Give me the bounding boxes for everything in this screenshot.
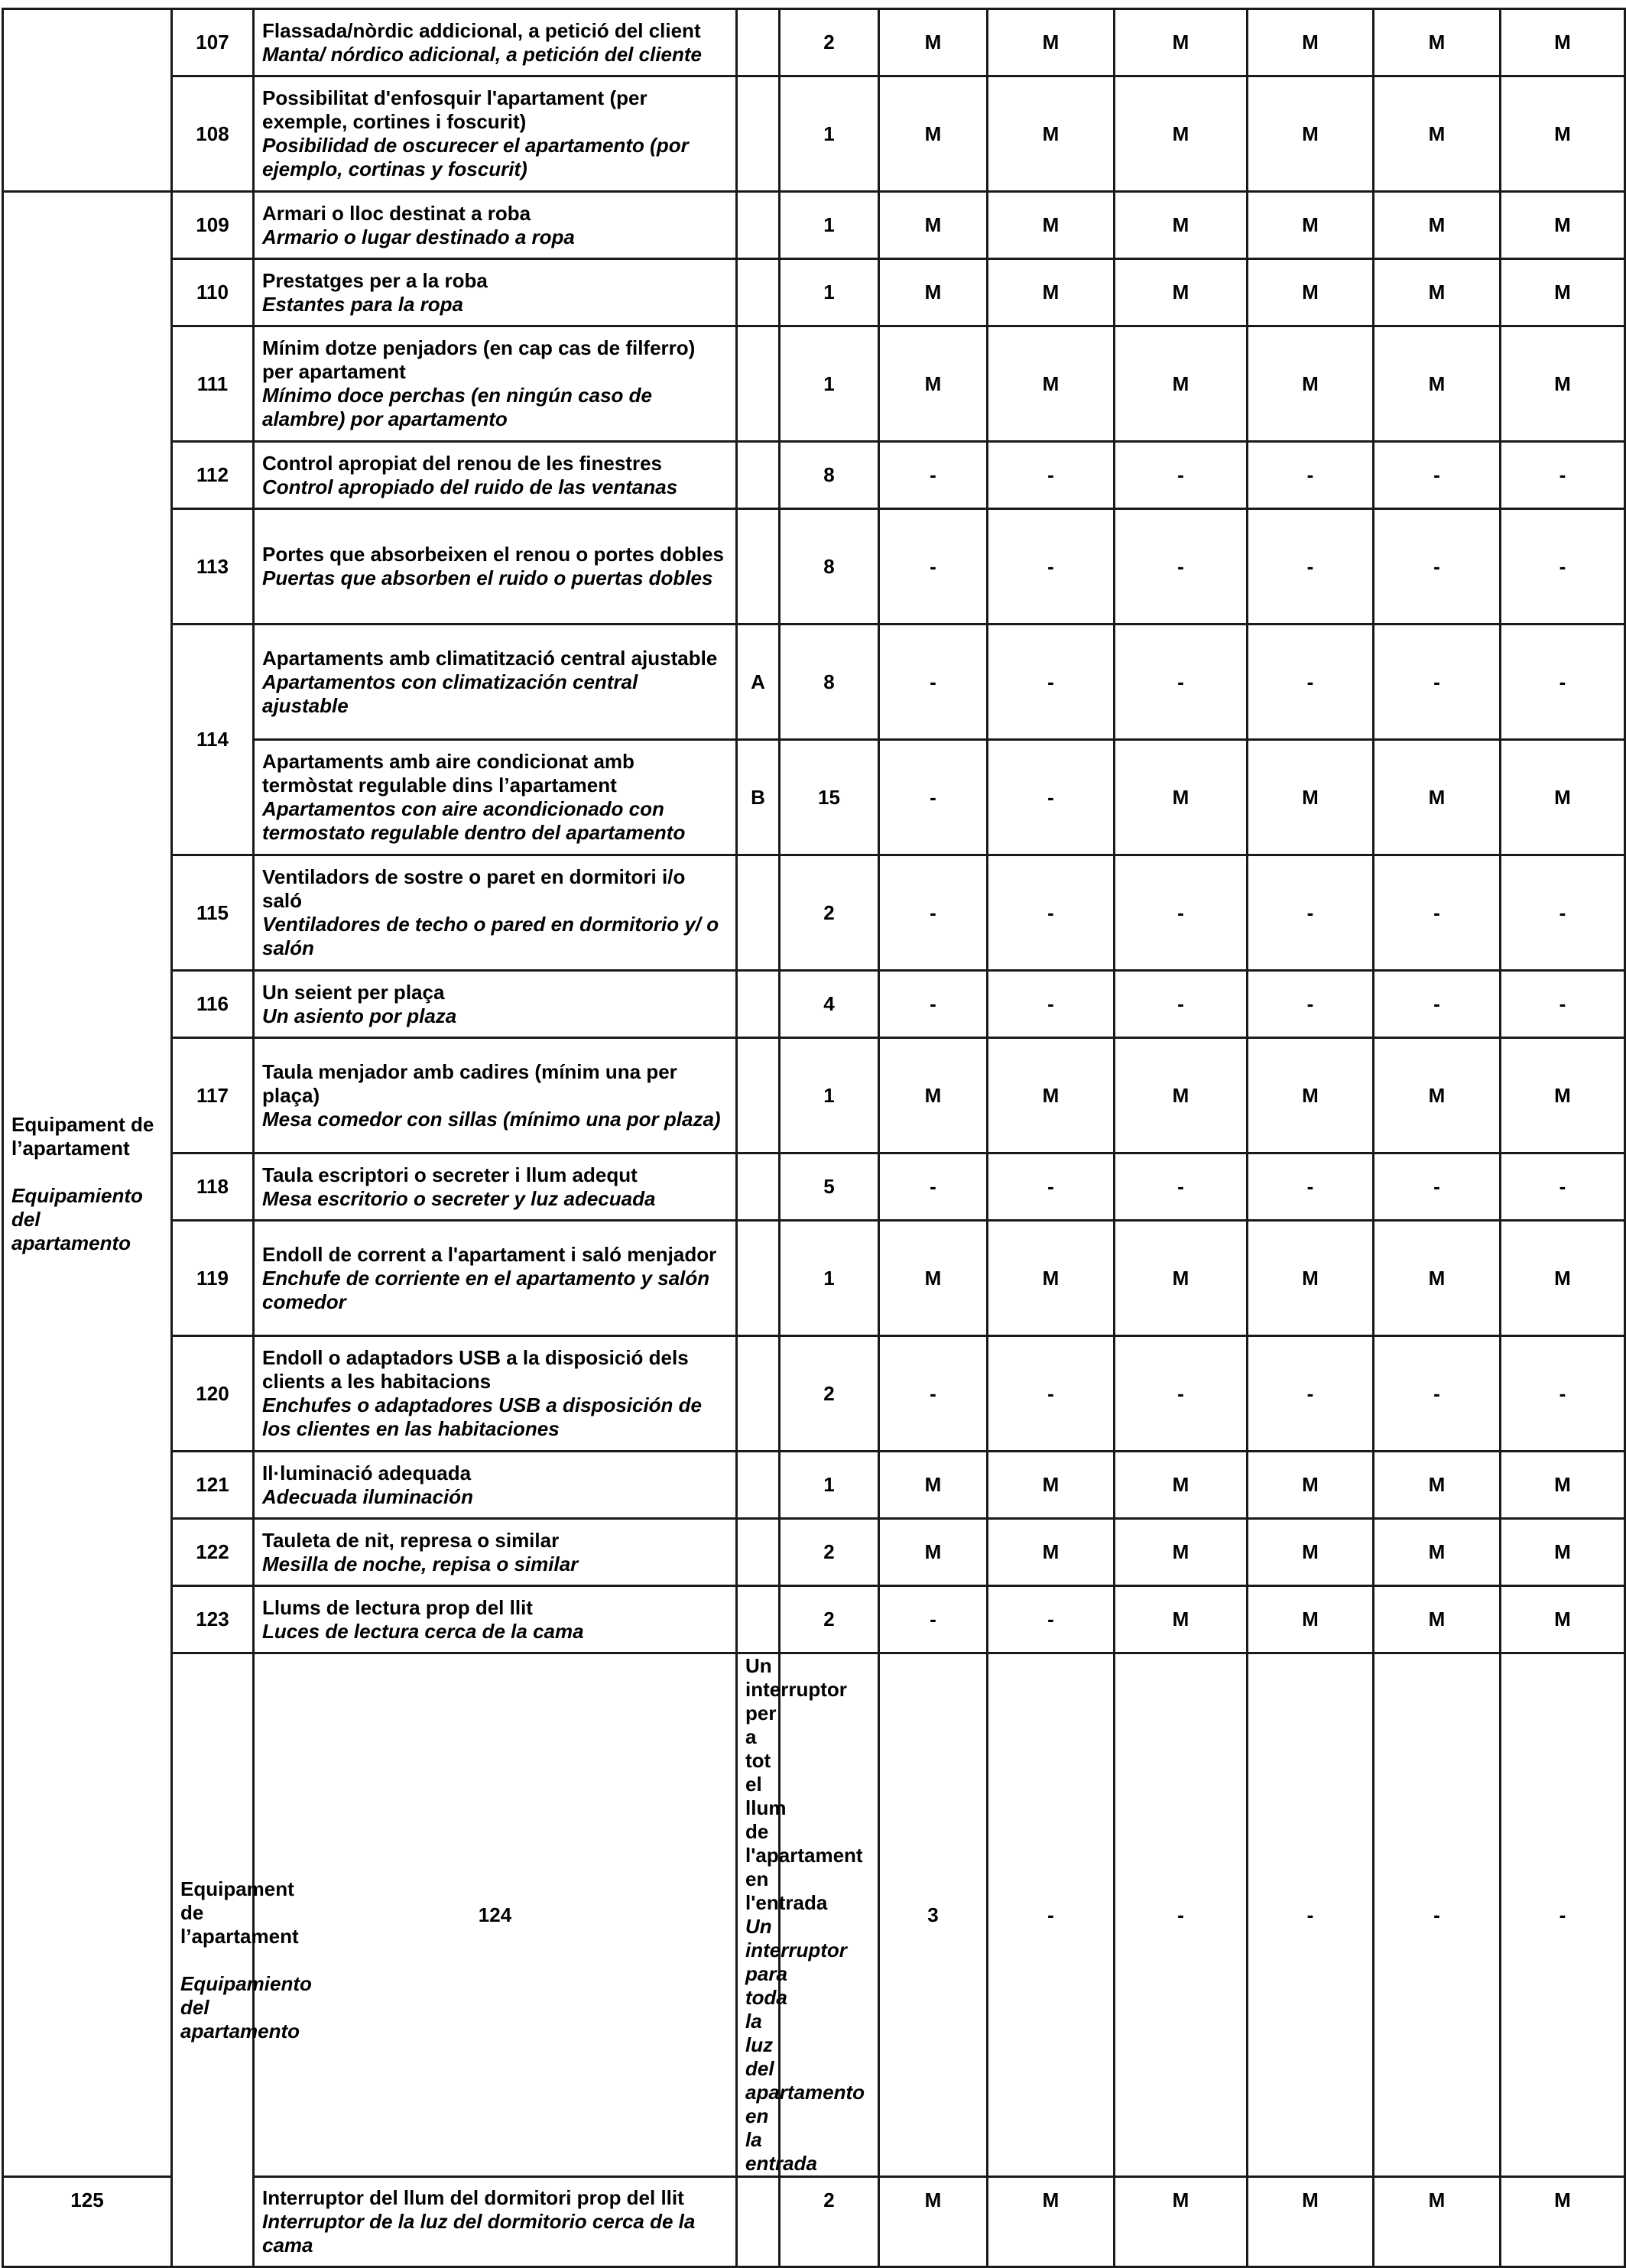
row-value: -	[879, 625, 988, 740]
row-value: M	[988, 76, 1115, 192]
row-value: M	[1115, 259, 1248, 326]
row-value: M	[1248, 326, 1374, 442]
row-description: Armari o lloc destinat a roba Armario o lugar destinado a ropa	[254, 192, 737, 259]
row-description: Un seient per plaça Un asiento por plaza	[254, 971, 737, 1038]
row-option	[737, 9, 780, 76]
table-row	[3, 1519, 1625, 1586]
row-value: M	[1501, 1586, 1625, 1653]
row-value: -	[879, 971, 988, 1038]
row-option: A	[737, 625, 780, 740]
row-value: M	[1115, 1221, 1248, 1336]
row-value: -	[988, 1336, 1115, 1452]
row-value: -	[1501, 1336, 1625, 1452]
row-value: -	[879, 509, 988, 625]
row-points: 2	[780, 1586, 879, 1653]
row-value: -	[1501, 625, 1625, 740]
row-value: M	[1501, 9, 1625, 76]
row-value: M	[1248, 192, 1374, 259]
row-points: 2	[780, 2177, 879, 2267]
row-description: Taula escriptori o secreter i llum adequt Mesa escritorio o secreter y luz adecuada	[254, 1153, 737, 1221]
row-value: -	[879, 1336, 988, 1452]
row-points: 2	[780, 1519, 879, 1586]
row-value: M	[988, 259, 1115, 326]
row-value: M	[1501, 76, 1625, 192]
row-option	[737, 971, 780, 1038]
row-number: 109	[172, 192, 254, 259]
row-points: 2	[780, 855, 879, 971]
row-value: -	[1374, 971, 1501, 1038]
row-description: Portes que absorbeixen el renou o portes dobles Puertas que absorben el ruido o puertas dobles	[254, 509, 737, 625]
row-value: -	[988, 740, 1115, 855]
row-description: Flassada/nòrdic addicional, a petició del client Manta/ nórdico adicional, a petición del cliente	[254, 9, 737, 76]
category-cell: Equipament de l’apartament Equipamiento del apartamento	[172, 1653, 254, 2267]
row-points: 1	[780, 1038, 879, 1153]
row-value: -	[1374, 625, 1501, 740]
table-row	[3, 326, 1625, 442]
table-row	[3, 509, 1625, 625]
row-option	[737, 76, 780, 192]
row-value: M	[1374, 1221, 1501, 1336]
row-value: -	[1248, 855, 1374, 971]
row-value: -	[988, 1653, 1115, 2177]
row-points: 2	[780, 1336, 879, 1452]
row-value: -	[988, 509, 1115, 625]
row-value: -	[1248, 1153, 1374, 1221]
row-value: M	[988, 1519, 1115, 1586]
row-value: M	[1501, 1221, 1625, 1336]
row-value: -	[988, 625, 1115, 740]
row-value: -	[1374, 509, 1501, 625]
row-value: M	[1501, 740, 1625, 855]
row-value: -	[1115, 971, 1248, 1038]
row-value: -	[1115, 855, 1248, 971]
row-value: M	[1374, 9, 1501, 76]
row-number: 116	[172, 971, 254, 1038]
row-points: 3	[879, 1653, 988, 2177]
row-value: M	[1115, 1519, 1248, 1586]
table-row	[3, 442, 1625, 509]
row-value: -	[1501, 971, 1625, 1038]
row-value: -	[879, 855, 988, 971]
row-option	[737, 326, 780, 442]
row-value: -	[1248, 1653, 1374, 2177]
row-description: Interruptor del llum del dormitori prop del llit Interruptor de la luz del dormitorio cerca de la cama	[254, 2177, 737, 2267]
row-value: M	[1374, 740, 1501, 855]
row-value: -	[1115, 1653, 1248, 2177]
row-value: M	[1374, 326, 1501, 442]
row-value: -	[1248, 442, 1374, 509]
row-value: M	[988, 1452, 1115, 1519]
row-value: -	[1374, 442, 1501, 509]
table-row	[3, 1586, 1625, 1653]
row-value: M	[1115, 2177, 1248, 2267]
row-value: -	[879, 1153, 988, 1221]
row-points: 2	[780, 9, 879, 76]
row-points: 8	[780, 509, 879, 625]
row-value: -	[988, 442, 1115, 509]
row-description: Taula menjador amb cadires (mínim una per plaça) Mesa comedor con sillas (mínimo una por plaza)	[254, 1038, 737, 1153]
row-value: -	[1115, 442, 1248, 509]
row-points: 8	[780, 625, 879, 740]
row-value: -	[988, 855, 1115, 971]
category-cell-empty	[3, 9, 172, 192]
row-value: -	[1501, 855, 1625, 971]
row-option	[737, 1336, 780, 1452]
row-value: M	[1248, 1038, 1374, 1153]
table-row	[3, 76, 1625, 192]
row-value: -	[988, 1153, 1115, 1221]
row-value: M	[1248, 2177, 1374, 2267]
table-row	[3, 971, 1625, 1038]
row-points: 1	[780, 1452, 879, 1519]
row-value: M	[879, 2177, 988, 2267]
row-description: Apartaments amb aire condicionat amb termòstat regulable dins l’apartament Apartamentos con aire acondicionado con termostato regulable dentro del apartamento	[254, 740, 737, 855]
table-row	[3, 1452, 1625, 1519]
row-option: B	[737, 740, 780, 855]
row-number: 118	[172, 1153, 254, 1221]
row-value: M	[1501, 192, 1625, 259]
row-option	[737, 442, 780, 509]
row-description: Apartaments amb climatització central ajustable Apartamentos con climatización central ajustable	[254, 625, 737, 740]
row-number: 125	[3, 2177, 172, 2267]
row-description: Possibilitat d'enfosquir l'apartament (per exemple, cortines i foscurit) Posibilidad de oscurecer el apartamento (por ejemplo, cortinas y foscurit)	[254, 76, 737, 192]
row-value: M	[879, 76, 988, 192]
row-value: M	[1374, 192, 1501, 259]
row-number: 123	[172, 1586, 254, 1653]
row-value: M	[1501, 259, 1625, 326]
row-number: 124	[254, 1653, 737, 2177]
row-value: M	[1115, 1452, 1248, 1519]
row-value: M	[1374, 1452, 1501, 1519]
row-value: M	[1501, 1452, 1625, 1519]
row-value: -	[1248, 625, 1374, 740]
row-value: M	[1248, 1221, 1374, 1336]
row-option	[737, 1221, 780, 1336]
row-description: Endoll de corrent a l'apartament i saló menjador Enchufe de corriente en el apartamento y salón comedor	[254, 1221, 737, 1336]
table-row	[3, 192, 1625, 259]
row-description: Prestatges per a la roba Estantes para la ropa	[254, 259, 737, 326]
row-option	[737, 1452, 780, 1519]
row-value: -	[1501, 442, 1625, 509]
row-value: M	[1501, 2177, 1625, 2267]
row-value: M	[1501, 1519, 1625, 1586]
row-points: 15	[780, 740, 879, 855]
row-points: 8	[780, 442, 879, 509]
row-value: M	[1115, 192, 1248, 259]
row-value: M	[1248, 9, 1374, 76]
row-number: 111	[172, 326, 254, 442]
row-value: M	[1115, 1586, 1248, 1653]
row-value: M	[879, 1221, 988, 1336]
row-value: -	[1115, 1153, 1248, 1221]
row-value: M	[879, 326, 988, 442]
row-value: -	[1248, 1336, 1374, 1452]
row-number: 110	[172, 259, 254, 326]
row-value: -	[1115, 509, 1248, 625]
row-value: M	[1374, 259, 1501, 326]
category-cell: Equipament de l’apartament Equipamiento del apartamento	[3, 192, 172, 2177]
row-value: M	[1115, 740, 1248, 855]
row-number: 119	[172, 1221, 254, 1336]
row-description: Un interruptor per a tot el llum de l'apartament en l'entrada Un interruptor para toda la luz del apartamento en la entrada	[737, 1653, 780, 2177]
row-value: M	[988, 1221, 1115, 1336]
table-row	[3, 1153, 1625, 1221]
row-value: M	[1501, 326, 1625, 442]
row-option	[737, 855, 780, 971]
row-value: -	[1374, 1336, 1501, 1452]
row-value: -	[1374, 1153, 1501, 1221]
table-row	[3, 855, 1625, 971]
row-description: Mínim dotze penjadors (en cap cas de filferro) per apartament Mínimo doce perchas (en ningún caso de alambre) por apartamento	[254, 326, 737, 442]
row-number: 117	[172, 1038, 254, 1153]
table-row	[3, 9, 1625, 76]
row-value: M	[879, 9, 988, 76]
row-points: 1	[780, 192, 879, 259]
row-number: 108	[172, 76, 254, 192]
table-row	[3, 259, 1625, 326]
row-value: M	[1248, 76, 1374, 192]
row-option	[737, 1153, 780, 1221]
row-value: M	[879, 1452, 988, 1519]
row-option	[737, 1038, 780, 1153]
row-number: 115	[172, 855, 254, 971]
row-value: M	[1248, 740, 1374, 855]
row-option	[737, 1586, 780, 1653]
row-option	[737, 509, 780, 625]
row-value: -	[879, 740, 988, 855]
table-row	[3, 1221, 1625, 1336]
row-value: -	[1501, 1653, 1625, 2177]
row-value: -	[1374, 1653, 1501, 2177]
row-value: M	[1374, 2177, 1501, 2267]
row-value: -	[1248, 971, 1374, 1038]
row-description: Il·luminació adequada Adecuada iluminación	[254, 1452, 737, 1519]
row-value: M	[1374, 1519, 1501, 1586]
row-value: M	[1374, 1586, 1501, 1653]
table-row	[3, 1038, 1625, 1153]
row-value: -	[1248, 509, 1374, 625]
row-description: Control apropiat del renou de les finestres Control apropiado del ruido de las ventanas	[254, 442, 737, 509]
row-value: M	[1115, 1038, 1248, 1153]
table-row	[3, 1336, 1625, 1452]
row-value: -	[1501, 1153, 1625, 1221]
row-number: 112	[172, 442, 254, 509]
row-points: 1	[780, 76, 879, 192]
row-value: M	[988, 326, 1115, 442]
row-value: M	[988, 192, 1115, 259]
row-number: 122	[172, 1519, 254, 1586]
row-value: M	[879, 1519, 988, 1586]
row-value: -	[988, 1586, 1115, 1653]
table-row	[3, 625, 1625, 740]
requirements-table	[2, 8, 1626, 2268]
row-value: -	[879, 442, 988, 509]
row-number: 114	[172, 625, 254, 855]
row-value: -	[879, 1586, 988, 1653]
row-value: M	[879, 1038, 988, 1153]
row-number: 121	[172, 1452, 254, 1519]
row-value: -	[1115, 625, 1248, 740]
row-description: Endoll o adaptadors USB a la disposició dels clients a les habitacions Enchufes o adaptadores USB a disposición de los clientes en las habitaciones	[254, 1336, 737, 1452]
row-value: M	[988, 2177, 1115, 2267]
row-value: M	[879, 259, 988, 326]
row-option	[737, 1519, 780, 1586]
row-value: M	[1115, 9, 1248, 76]
row-value: M	[1501, 1038, 1625, 1153]
row-description: Llums de lectura prop del llit Luces de lectura cerca de la cama	[254, 1586, 737, 1653]
row-option	[737, 259, 780, 326]
row-value: -	[1115, 1336, 1248, 1452]
row-value: M	[1115, 326, 1248, 442]
row-value: M	[1248, 1519, 1374, 1586]
row-number: 107	[172, 9, 254, 76]
row-points: 4	[780, 971, 879, 1038]
row-points: 1	[780, 1221, 879, 1336]
row-number: 113	[172, 509, 254, 625]
row-value: M	[1248, 1586, 1374, 1653]
row-value: M	[879, 192, 988, 259]
row-value: -	[1501, 509, 1625, 625]
row-value: M	[1248, 1452, 1374, 1519]
row-value: M	[1374, 76, 1501, 192]
row-value: M	[988, 1038, 1115, 1153]
row-value: -	[988, 971, 1115, 1038]
row-value: M	[1248, 259, 1374, 326]
row-points: 1	[780, 326, 879, 442]
row-number: 120	[172, 1336, 254, 1452]
row-description: Tauleta de nit, represa o similar Mesilla de noche, repisa o similar	[254, 1519, 737, 1586]
row-value: M	[1115, 76, 1248, 192]
row-option	[737, 2177, 780, 2267]
row-value: M	[1374, 1038, 1501, 1153]
table-row	[3, 1653, 1625, 2177]
row-description: Ventiladors de sostre o paret en dormitori i/o saló Ventiladores de techo o pared en dormitorio y/ o salón	[254, 855, 737, 971]
row-option	[737, 192, 780, 259]
row-value: -	[1374, 855, 1501, 971]
row-points: 1	[780, 259, 879, 326]
row-value: M	[988, 9, 1115, 76]
row-points: 5	[780, 1153, 879, 1221]
